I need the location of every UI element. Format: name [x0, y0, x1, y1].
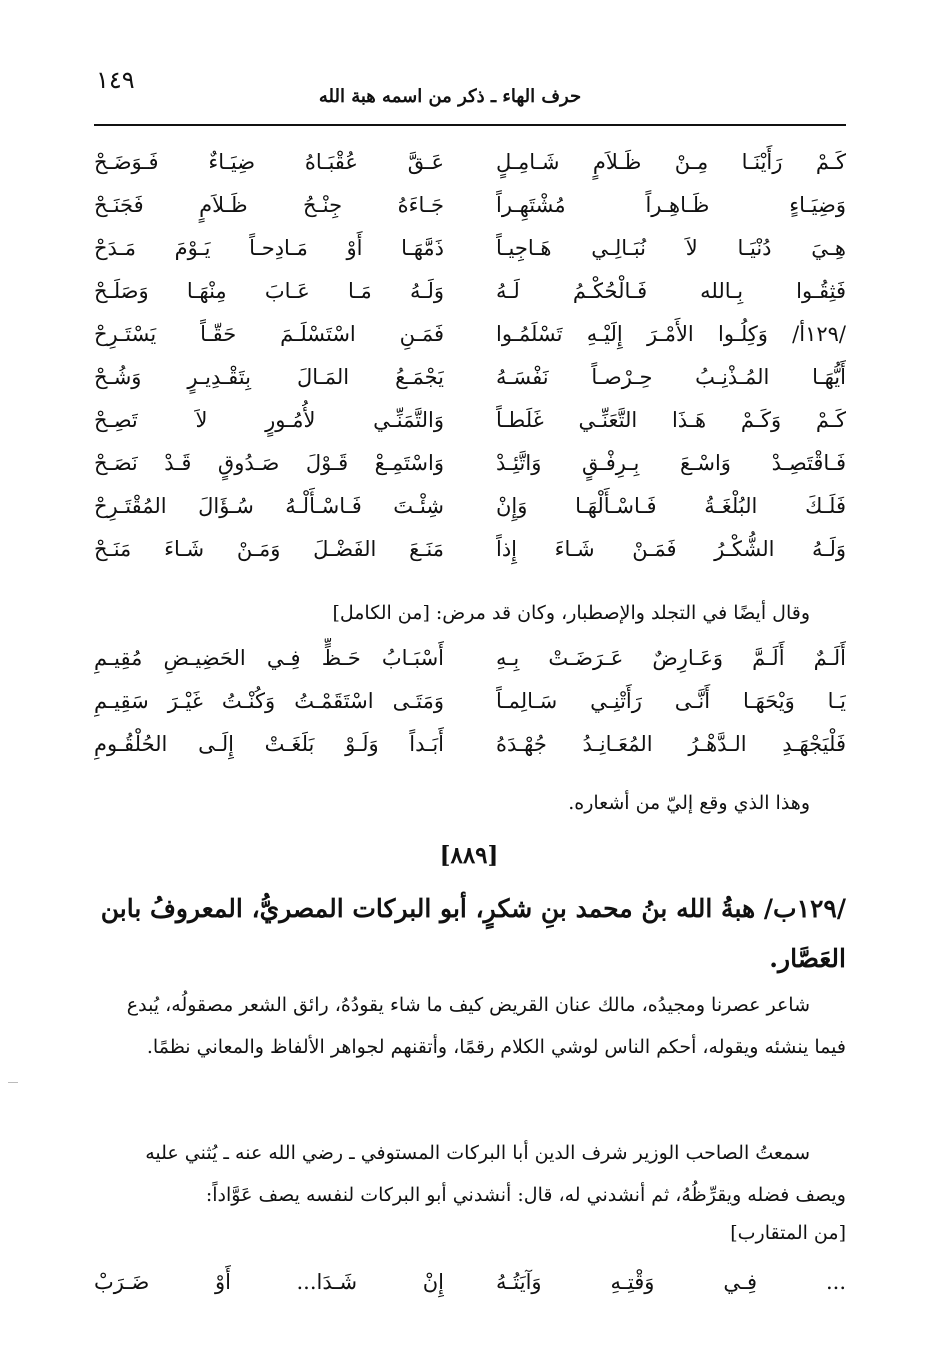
second-hemistich: وَاسْتَمِـعْ قَـوْلَ صَـدُوقٍ قَـدْ نَصَـحْ	[94, 451, 444, 475]
folio-marker: /١٢٩ب/	[763, 894, 846, 923]
meter-label: [من المتقارب]	[730, 1222, 846, 1244]
first-hemistich: ... فِـي وَقْتِـهِ وَآيَتُـهُ	[496, 1270, 846, 1294]
paragraph-1	[94, 984, 846, 1068]
first-hemistich: فَـاقْتَصِـدْ وَاسْـعَ بِـرِفْـقٍ وَاتَّئِـدْ	[496, 451, 846, 475]
entry-title	[94, 884, 846, 984]
verse	[94, 400, 846, 443]
header-rule	[94, 124, 846, 126]
verse	[94, 142, 846, 185]
first-hemistich: أَلَـمٌ أَلَـمَّ وَعَـارِضٌ عَـرَضَـتْ بِـهِ	[496, 646, 846, 670]
verse	[94, 724, 846, 767]
second-hemistich: وَلَـهُ مَـا عَـابَ مِنْهَـا وَصَلَـحْ	[94, 279, 444, 303]
second-hemistich: يَجْمَـعُ المَـالَ بِتَقْـدِيـرٍ وَشُـحْ	[94, 365, 444, 389]
poem-2	[94, 638, 846, 767]
second-hemistich: مَنَـعَ الفَضْـلَ وَمَـنْ شَـاءَ مَنَـحْ	[94, 537, 444, 561]
first-hemistich: كَـمْ وَكَـمْ هَـذَا التَّعَنِّـي غَلَطـاً	[496, 408, 846, 432]
verse	[94, 357, 846, 400]
second-hemistich: ذَمَّهَـا أَوْ مَـادِحـاً يَـوْمَ مَـدَحْ	[94, 236, 444, 260]
first-hemistich: فَثِقُـوا بِـالله فَـالْحُكْـمُ لَـهُ	[496, 279, 846, 303]
first-hemistich: فَلَـكَ البُلْغَـةُ فَـاسْـأَلْهَـا وَإِنْ	[496, 494, 846, 518]
first-hemistich: هِـيَ دُنْيَـا لاَ نُبَـالِـي هَـاجِيـاً	[496, 236, 846, 260]
paragraph-text: شاعر عصرنا ومجيدُه، مالك عنان القريض كيف ما شاء يقودُهُ، رائق الشعر مصقولُه، يُبدع فيما ينشئه ويقوله، أحكم الناس لوشي الكلام رقمًا، وأتقنهم لجواهر الألفاظ والمعاني نظمًا.	[126, 994, 846, 1058]
second-hemistich: عَـقَّ عُقْبَـاهُ ضِيَـاءٌ فَـوَضَـحْ	[94, 150, 444, 174]
paragraph-2	[94, 1132, 846, 1216]
intro-text: وقال أيضًا في التجلد والإصطبار، وكان قد مرض: [من الكامل]	[332, 602, 810, 624]
verse	[94, 1262, 846, 1305]
second-hemistich: شِئْـتَ فَـاسْـأَلْـهُ سُـؤَالَ المُقْتَـرِحْ	[94, 494, 444, 518]
second-hemistich: أَبَـداً وَلَـوْ بَلَغَـتْ إِلَـى الحُلْقُـومِ	[94, 732, 444, 756]
poem-1	[94, 142, 846, 572]
paragraph-text: سمعتُ الصاحب الوزير شرف الدين أبا البركات المستوفي ـ رضي الله عنه ـ يُثني عليه ويصف فضله ويقرِّظُهُ، ثم أنشدني له، قال: أنشدني أبو البركات لنفسه يصف عَوَّاداً:	[145, 1142, 846, 1206]
first-hemistich: وَلَـهُ الشُّكْـرُ فَمَـنْ شَـاءَ إِذاً	[496, 537, 846, 561]
first-hemistich: كَـمْ رَأَيْنَـا مِـنْ ظَـلاَمٍ شَـامِـلٍ	[496, 150, 846, 174]
poem-2-intro	[94, 592, 846, 634]
margin-mark	[8, 1082, 18, 1083]
second-hemistich: جَـاءَهُ جِنْـحُ ظَـلاَمٍ فَجَنَـحْ	[94, 193, 444, 217]
verse	[94, 443, 846, 486]
first-hemistich: أَيُّهَـا المُـذْنِـبُ حِـرْصـاً نَفْسَـهُ	[496, 365, 846, 389]
verse	[94, 314, 846, 357]
first-hemistich: /١٢٩أ/ وَكِلُـوا الأَمْـرَ إِلَيْـهِ تَسْلَمُـوا	[496, 322, 846, 346]
running-head: حرف الهاء ـ ذكر من اسمه هبة الله	[318, 86, 582, 107]
entry-name: هبةُ الله بنُ محمد بنِ شكرٍ، أبو البركات المصريُّ، المعروفُ بابن العَصَّار.	[100, 894, 846, 973]
first-hemistich: وَضِيَـاءٍ ظَـاهِـراً مُشْتَهِـراً	[496, 193, 846, 217]
page-number: ١٤٩	[96, 66, 135, 94]
entry-number: [٨٨٩]	[439, 842, 499, 869]
second-hemistich: إِنْ شَـدَا... أَوْ ضَـرَبْ	[94, 1270, 444, 1294]
verse	[94, 271, 846, 314]
second-hemistich: أَسْبَـابُ حَـظٍّ فِـي الحَضِيـضِ مُقِيـمِ	[94, 646, 444, 670]
first-hemistich: يَـا وَيْحَهَـا أَنَّـى رَأَتْنِـي سَـالِمـاً	[496, 689, 846, 713]
verse	[94, 228, 846, 271]
closing-paragraph	[94, 782, 846, 824]
verse	[94, 529, 846, 572]
poem-3	[94, 1262, 846, 1305]
verse	[94, 185, 846, 228]
closing-text: وهذا الذي وقع إليّ من أشعاره.	[568, 792, 810, 814]
second-hemistich: فَمَـنِ اسْتَسْلَـمَ حَقّـاً يَسْتَـرِحْ	[94, 322, 444, 346]
verse	[94, 681, 846, 724]
first-hemistich: فَلْيَجْهَـدِ الـدَّهْـرُ المُعَـانِـدُ جُهْـدَهُ	[496, 732, 846, 756]
second-hemistich: وَمَتَـى اسْتَقَمْـتُ وَكُنْـتُ غَيْـرَ سَقِيـمِ	[94, 689, 444, 713]
second-hemistich: وَالتَّمَنِّـي لأُمُـورٍ لاَ تَصِـحْ	[94, 408, 444, 432]
verse	[94, 486, 846, 529]
verse	[94, 638, 846, 681]
